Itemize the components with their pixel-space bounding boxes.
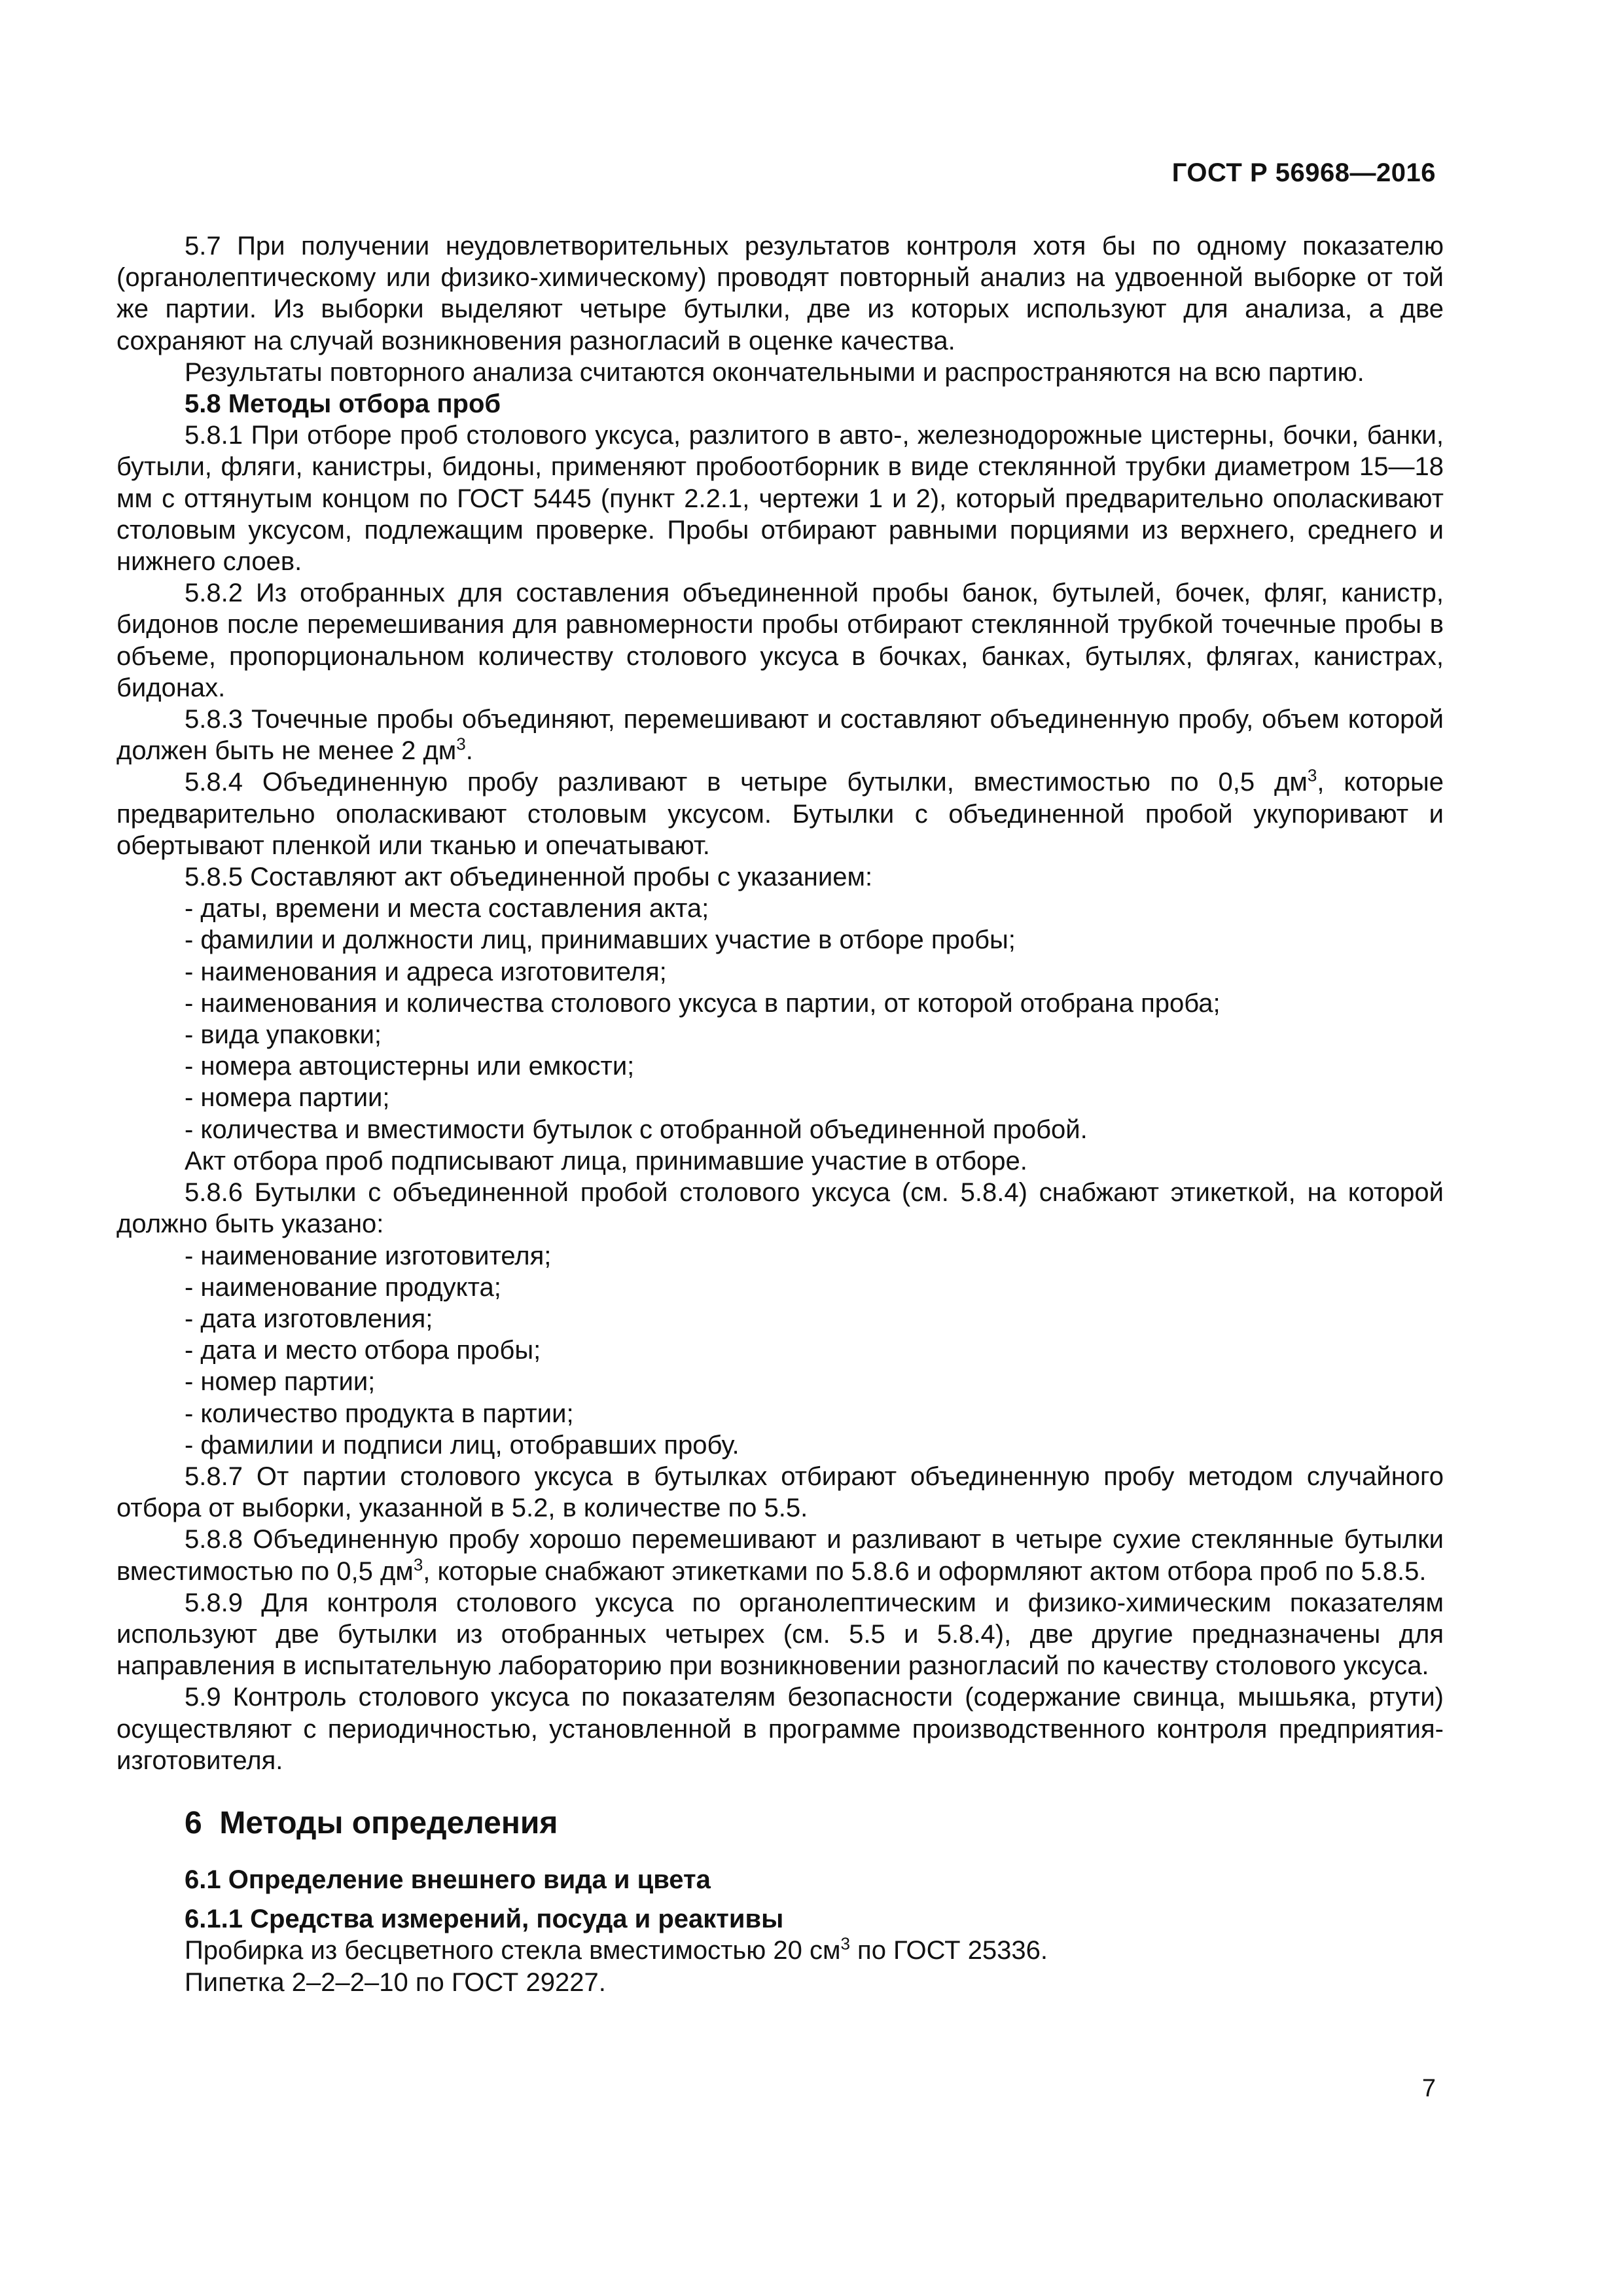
paragraph-5-8-9: [116, 1587, 1444, 1682]
clause-text: Составляют акт объединенной пробы с указанием:: [250, 863, 873, 892]
list-item: - наименования и количества столового уксуса в партии, от которой отобрана проба;: [185, 988, 1221, 1018]
list-item: - наименования и адреса изготовителя;: [185, 957, 667, 986]
list-item: - номера автоцистерны или емкости;: [185, 1052, 635, 1081]
list-item: - количество продукта в партии;: [185, 1399, 574, 1428]
paragraph-5-8-7: [116, 1461, 1444, 1524]
clause-text: Точечные пробы объединяют, перемешивают и составляют объединенную пробу, объем которой должен быть не менее 2 дм: [116, 705, 1444, 766]
heading-5-8: [116, 388, 1444, 420]
clause-number: 5.7: [185, 232, 221, 260]
clause-number: 5.8.9: [185, 1588, 243, 1617]
list-item: - дата изготовления;: [185, 1304, 433, 1333]
clause-number: 5.8.1: [185, 421, 243, 450]
list-item: - вида упаковки;: [185, 1020, 382, 1050]
paragraph-5-7-result: Результаты повторного анализа считаются окончательными и распространяются на всю партию.: [185, 357, 1364, 387]
clause-number: 5.8.6: [185, 1178, 243, 1208]
clause-number: 5.8.2: [185, 579, 243, 608]
heading-number: 6.1.1: [185, 1905, 243, 1934]
page-number: 7: [1421, 2075, 1436, 2102]
equipment-test-tube: [116, 1935, 1444, 1966]
clause-text: При получении неудовлетворительных результатов контроля хотя бы по одному показателю (органолептическому или физико-химическому) проводят повторный анализ на удвоенной выборке от той же партии. Из выборки выделяют четыре бутылки, две из которых используют для анализа, а две сохраняют на случай возникновения разногласий в оценке качества.: [116, 232, 1444, 355]
paragraph-5-8-1: [116, 420, 1444, 577]
clause-text: Из отобранных для составления объединенной пробы банок, бутылей, бочек, фляг, канистр, бидонов после перемешивания для равномерности пробы отбирают стеклянной трубкой точечные пробы в объеме, пропорциональном количеству столового уксуса в бочках, банках, бутылях, флягах, канистрах, бидонах.: [116, 579, 1444, 702]
clause-number: 5.8.8: [185, 1525, 243, 1554]
superscript: 3: [456, 734, 466, 754]
clause-text-cont: , которые предварительно ополаскивают столовым уксусом. Бутылки с объединенной пробой укупоривают и обертывают пленкой или тканью и опечатывают.: [116, 768, 1444, 860]
heading-title: Определение внешнего вида и цвета: [228, 1865, 711, 1894]
heading-number: 6.1: [185, 1865, 221, 1894]
paragraph-5-8-5: [116, 861, 1444, 893]
heading-number: 6: [185, 1805, 202, 1840]
heading-6-1-1: [116, 1903, 1444, 1935]
list-item: - фамилии и должности лиц, принимавших участие в отборе пробы;: [185, 925, 1016, 955]
clause-number: 5.8.3: [185, 705, 243, 734]
list-item: - наименование изготовителя;: [185, 1241, 552, 1270]
heading-title: Средства измерений, посуда и реактивы: [250, 1905, 784, 1934]
superscript: 3: [840, 1934, 850, 1954]
paragraph-5-8-5-closing: Акт отбора проб подписывают лица, принимавшие участие в отборе.: [185, 1146, 1027, 1175]
clause-text-end: .: [465, 736, 473, 766]
clause-text: При отборе проб столового уксуса, разлитого в авто-, железнодорожные цистерны, бочки, банки, бутыли, фляги, канистры, бидоны, применяют пробоотборник в виде стеклянной трубки диаметром 15—18 мм с оттянутым концом по ГОСТ 5445 (пункт 2.2.1, чертежи 1 и 2), который предварительно ополаскивают столовым уксусом, подлежащим проверке. Пробы отбирают равными порциями из верхнего, среднего и нижнего слоев.: [116, 421, 1444, 577]
list-item: - фамилии и подписи лиц, отобравших пробу.: [185, 1430, 740, 1460]
clause-text: От партии столового уксуса в бутылках отбирают объединенную пробу методом случайного отбора от выборки, указанной в 5.2, в количестве по 5.5.: [116, 1462, 1444, 1523]
superscript: 3: [413, 1554, 423, 1575]
clause-number: 5.8.4: [185, 768, 243, 797]
paragraph-5-8-3: [116, 704, 1444, 766]
list-item: - номера партии;: [185, 1083, 390, 1113]
list-item: - номер партии;: [185, 1367, 376, 1397]
paragraph-5-8-2: [116, 577, 1444, 704]
superscript: 3: [1307, 766, 1317, 786]
list-item: - дата и место отбора пробы;: [185, 1336, 541, 1365]
paragraph-5-9: [116, 1681, 1444, 1776]
equipment-pipette: Пипетка 2–2–2–10 по ГОСТ 29227.: [185, 1967, 606, 1997]
equipment-text: Пробирка из бесцветного стекла вместимостью 20 см: [185, 1936, 841, 1965]
heading-6-1: [116, 1864, 1444, 1895]
paragraph-5-8-8: [116, 1524, 1444, 1587]
list-item: - количества и вместимости бутылок с отобранной объединенной пробой.: [185, 1115, 1088, 1144]
document-number-header: ГОСТ Р 56968—2016: [1171, 158, 1436, 187]
list-item: - наименование продукта;: [185, 1272, 501, 1302]
clause-number: 5.8.5: [185, 863, 243, 892]
clause-number: 5.8.7: [185, 1462, 243, 1491]
heading-number: 5.8: [185, 389, 221, 419]
paragraph-5-7: [116, 230, 1444, 357]
heading-title: Методы отбора проб: [228, 389, 501, 419]
paragraph-5-8-4: [116, 766, 1444, 861]
clause-text-cont: , которые снабжают этикетками по 5.8.6 и оформляют актом отбора проб по 5.8.5.: [423, 1556, 1427, 1586]
clause-number: 5.9: [185, 1683, 221, 1712]
heading-title: Методы определения: [219, 1805, 558, 1840]
heading-section-6: [116, 1805, 1444, 1842]
clause-text: Объединенную пробу разливают в четыре бутылки, вместимостью по 0,5 дм: [262, 768, 1308, 797]
document-body: [116, 230, 1444, 1998]
clause-text: Для контроля столового уксуса по органолептическим и физико-химическим показателям используют две бутылки из отобранных четырех (см. 5.5 и 5.8.4), две другие предназначены для направления в испытательную лабораторию при возникновении разногласий по качеству столового уксуса.: [116, 1588, 1444, 1681]
paragraph-5-8-6: [116, 1177, 1444, 1240]
clause-text: Контроль столового уксуса по показателям безопасности (содержание свинца, мышьяка, ртути) осуществляют с периодичностью, установленной в программе производственного контроля предприятия-изготовителя.: [116, 1683, 1444, 1775]
list-item: - даты, времени и места составления акта;: [185, 894, 709, 924]
clause-text: Бутылки с объединенной пробой столового уксуса (см. 5.8.4) снабжают этикеткой, на которой должно быть указано:: [116, 1178, 1444, 1239]
clause-text: Объединенную пробу хорошо перемешивают и разливают в четыре сухие стеклянные бутылки вместимостью по 0,5 дм: [116, 1525, 1444, 1586]
equipment-text-cont: по ГОСТ 25336.: [849, 1936, 1048, 1965]
